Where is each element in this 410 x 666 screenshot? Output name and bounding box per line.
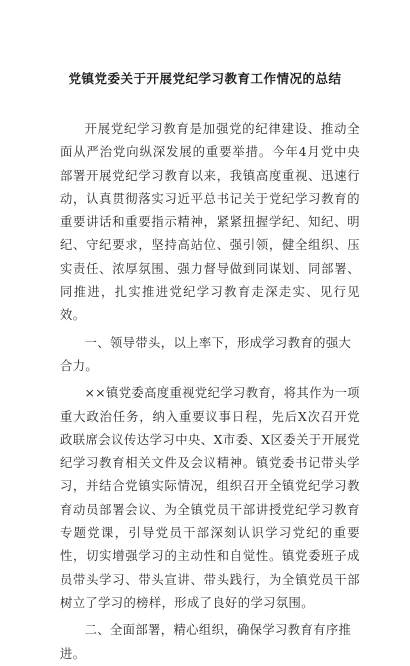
document-title: 党镇党委关于开展党纪学习教育工作情况的总结 — [68, 71, 342, 86]
document-body — [60, 118, 360, 666]
intro-paragraph: 开展党纪学习教育是加强党的纪律建设、推动全面从严治党向纵深发展的重要举措。今年4月党中央部署开展党纪学习教育以来，我镇高度重视、迅速行动，认真贯彻落实习近平总书记关于党纪学习教育的重要讲话和重要指示精神，紧紧扭握学纪、知纪、明纪、守纪要求，坚持高站位、强引领，健全组织、压实责任、浓厚氛围、强力督导做到同谋划、同部署、同推进，扎实推进党纪学习教育走深走实、见行见效。 — [60, 122, 360, 323]
section-1-paragraph: ××镇党委高度重视党纪学习教育，将其作为一项重大政治任务，纳入重要议事日程，先后X次召开党政联席会议传达学习中央、X市委、X区委关于开展党纪学习教育相关文件及会议精神。镇党委书记带头学习，并结合党镇实际情况，组织召开全镇党纪学习教育动员部署会议、为全镇党员干部讲授党纪学习教育专题党课，引导党员干部深刻认识学习党纪的重要性，切实增强学习的主动性和自觉性。镇党委班子成员带头学习、带头宣讲、带头践行，为全镇党员干部树立了学习的榜样，形成了良好的学习氛围。 — [60, 386, 360, 610]
section-heading-2: 二、全面部署，精心组织，确保学习教育有序推进。 — [60, 623, 352, 661]
section-heading-1: 一、领导带头，以上率下，形成学习教育的强大合力。 — [60, 335, 352, 373]
